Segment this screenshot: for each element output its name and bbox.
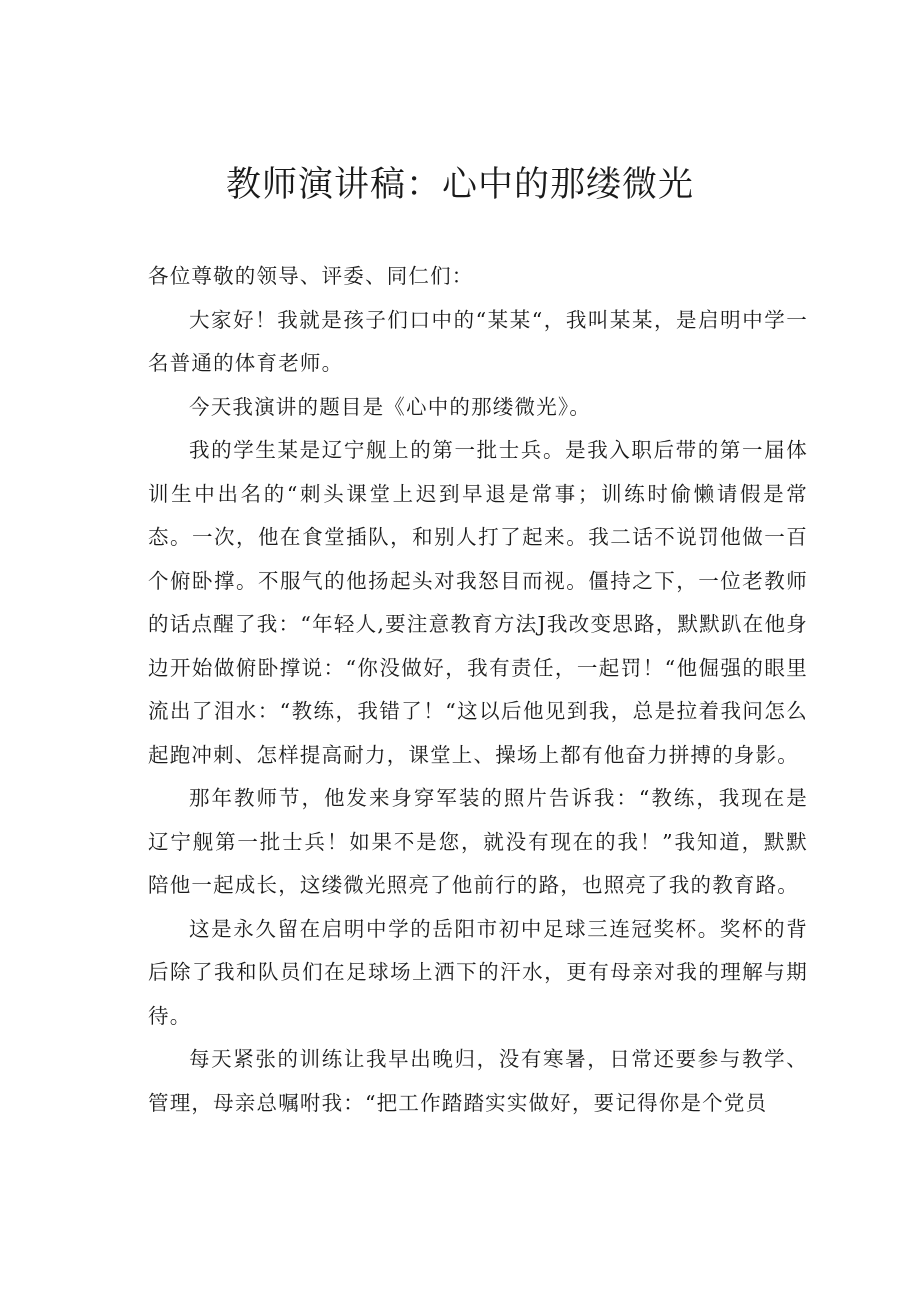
salutation: 各位尊敬的领导、评委、同仁们：: [148, 264, 474, 288]
document-title: 教师演讲稿：心中的那缕微光: [225, 165, 694, 205]
paragraph-mother: 每天紧张的训练让我早出晚归，没有寒暑，日常还要参与教学、管理，母亲总嘱咐我：“把工作踏踏实实做好，要记得你是个党员: [148, 1047, 808, 1115]
paragraph-trophy: 这是永久留在启明中学的岳阳市初中足球三连冠奖杯。奖杯的背后除了我和队员们在足球场上洒下的汗水，更有母亲对我的理解与期待。: [148, 916, 808, 1028]
paragraph-student-story: 我的学生某是辽宁舰上的第一批士兵。是我入职后带的第一届体训生中出名的“刺头课堂上迟到早退是常事；训练时偷懒请假是常态。一次，他在食堂插队，和别人打了起来。我二话不说罚他做一百个俯卧撑。不服气的他扬起头对我怒目而视。僵持之下，一位老教师的话点醒了我：“年轻人,要注意教育方法J我改变思路，默默趴在他身边开始做俯卧撑说：“你没做好，我有责任，一起罚！“他倔强的眼里流出了泪水：“教练，我错了！“这以后他见到我，总是拉着我问怎么起跑冲刺、怎样提高耐力，课堂上、操场上都有他奋力拼搏的身影。: [148, 438, 808, 767]
speech-body: [148, 255, 808, 1125]
paragraph-topic: 今天我演讲的题目是《心中的那缕微光》。: [189, 394, 592, 419]
paragraph-teachers-day: 那年教师节，他发来身穿军装的照片告诉我：“教练，我现在是辽宁舰第一批士兵！如果不是您，就没有现在的我！”我知道，默默陪他一起成长，这缕微光照亮了他前行的路，也照亮了我的教育路。: [148, 786, 808, 897]
paragraph-greeting: 大家好！我就是孩子们口中的“某某“，我叫某某，是启明中学一名普通的体育老师。: [148, 307, 808, 375]
